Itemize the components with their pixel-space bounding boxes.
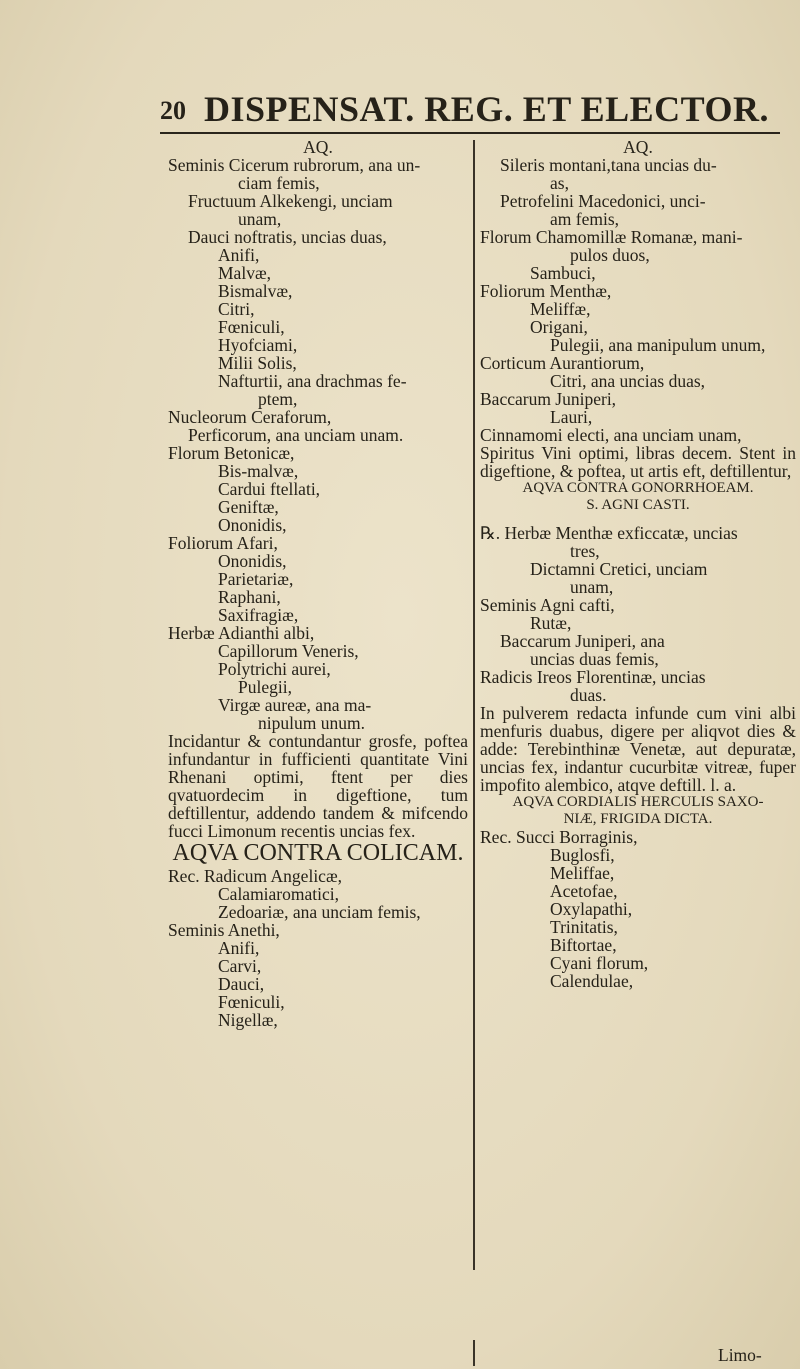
ingredient-line: Citri, [218,299,255,319]
ingredient-line: Hyofciami, [218,335,298,355]
ingredient-line: Bismalvæ, [218,281,293,301]
ingredient-line: Meliffæ, [530,299,591,319]
ingredient-line: Polytrichi aurei, [218,659,331,679]
ingredient-line: Anifi, [218,245,260,265]
page-header [160,88,780,132]
ingredient-line: Malvæ, [218,263,271,283]
ingredient-line: Acetofae, [550,881,618,901]
recipe-title-colic: AQVA CONTRA COLICAM. [172,840,464,866]
ingredient-line: uncias duas femis, [530,649,659,669]
ingredient-line: Perficorum, ana unciam unam. [188,425,404,445]
recipe-title-gonorrhoea-line1: AQVA CONTRA GONORRHOEAM. [522,480,754,496]
ingredient-line: Bis-malvæ, [218,461,299,481]
ingredient-line: Sambuci, [530,263,596,283]
colic-ingredient-list [168,867,468,1029]
ingredient-line: Rec. Radicum Angelicæ, [168,866,342,886]
ingredient-line: Nigellæ, [218,1010,278,1030]
ingredient-line: Trinitatis, [550,917,618,937]
ingredient-line: Buglosfi, [550,845,615,865]
ingredient-line: Sileris montani,tana uncias du- [500,155,717,175]
ingredient-line: Rutæ, [530,613,572,633]
ingredient-line: Pulegii, ana manipulum unum, [550,335,766,355]
ingredient-line: Calendulae, [550,971,634,991]
ingredient-line: Oxylapathi, [550,899,633,919]
left-column-heading: AQ. [303,137,333,157]
ingredient-line: Baccarum Juniperi, [480,389,617,409]
recipe-title-gonorrhoea-line2: S. AGNI CASTI. [586,497,690,513]
ingredient-line: Capillorum Veneris, [218,641,359,661]
left-instructions: Incidantur & contundantur grosfe, poftea infundantur in fufficienti quantitate Vini Rhenani optimi, ftent per dies qvatuordecim in digeftione, tum deftillentur, addendo tandem & mifcendo fucci Limonum recentis uncias fex. [168,731,468,841]
ingredient-line: Seminis Anethi, [168,920,280,940]
cordial-ingredient-list [480,828,796,990]
right-column [480,138,796,990]
ingredient-line: Raphani, [218,587,281,607]
ingredient-line: Foliorum Afari, [168,533,278,553]
ingredient-line: as, [550,173,569,193]
recipe-title-cordial [480,794,796,828]
gonorrhoea-ingredient-list [480,524,796,704]
ingredient-line: Corticum Aurantiorum, [480,353,645,373]
right-ingredient-list [480,156,796,426]
left-column [168,138,468,1029]
catchword: Limo- [718,1345,762,1365]
ingredient-line: Fœniculi, [218,992,285,1012]
running-head: DISPENSAT. REG. ET ELECTOR. [204,89,769,129]
ingredient-line: am femis, [550,209,620,229]
ingredient-line: Calamiaromatici, [218,884,339,904]
ingredient-line: Dictamni Cretici, unciam [530,559,708,579]
ingredient-line: ℞. Herbæ Menthæ exficcatæ, uncias [480,523,738,543]
ingredient-line: unam, [570,577,614,597]
ingredient-line: Dauci noftratis, uncias duas, [188,227,387,247]
ingredient-line: Seminis Agni cafti, [480,595,615,615]
ingredient-line: Geniftæ, [218,497,279,517]
ingredient-line: Rec. Succi Borraginis, [480,827,638,847]
page-number: 20 [160,96,186,125]
ingredient-line: duas. [570,685,607,705]
ingredient-line: Cardui ftellati, [218,479,321,499]
recipe-title-cordial-line2: NIÆ, FRIGIDA DICTA. [563,811,713,827]
column-divider-lower [473,1340,475,1366]
ingredient-line: ptem, [258,389,298,409]
gonorrhoea-instructions: In pulverem redacta infunde cum vini albi menfuris duabus, digere per aliqvot dies & adde: Terebinthinæ Venetæ, aut depuratæ, uncias fex, indantur cucurbitæ vitreæ, fuper impofito alembico, atqve deftill. l. a. [480,703,796,795]
ingredient-line: Dauci, [218,974,265,994]
ingredient-line: Meliffae, [550,863,615,883]
ingredient-line: Fœniculi, [218,317,285,337]
ingredient-line: Saxifragiæ, [218,605,299,625]
ingredient-line: Lauri, [550,407,593,427]
ingredient-line: Fructuum Alkekengi, unciam [188,191,393,211]
ingredient-line: Ononidis, [218,551,287,571]
header-rule [160,132,780,134]
ingredient-line: Radicis Ireos Florentinæ, uncias [480,667,706,687]
ingredient-line: Cyani florum, [550,953,649,973]
ingredient-line: Petrofelini Macedonici, unci- [500,191,706,211]
ingredient-line: Seminis Cicerum rubrorum, ana un- [168,155,421,175]
ingredient-line: Virgæ aureæ, ana ma- [218,695,372,715]
ingredient-line: Parietariæ, [218,569,294,589]
ingredient-line: unam, [238,209,282,229]
ingredient-line: nipulum unum. [258,713,365,733]
ingredient-line: Nucleorum Ceraforum, [168,407,332,427]
ingredient-line: Baccarum Juniperi, ana [500,631,665,651]
ingredient-line: Zedoariæ, ana unciam femis, [218,902,421,922]
right-column-heading: AQ. [623,137,653,157]
ingredient-line: Herbæ Adianthi albi, [168,623,315,643]
cinnamon-line: Cinnamomi electi, ana unciam unam, [480,425,742,445]
recipe-title-cordial-line1: AQVA CORDIALIS HERCULIS SAXO- [512,794,764,810]
ingredient-line: tres, [570,541,600,561]
ingredient-line: Florum Chamomillæ Romanæ, mani- [480,227,743,247]
ingredient-line: Nafturtii, ana drachmas fe- [218,371,407,391]
ingredient-line: pulos duos, [570,245,650,265]
ingredient-line: Ononidis, [218,515,287,535]
recipe-title-gonorrhoea [480,480,796,514]
ingredient-line: Origani, [530,317,588,337]
ingredient-line: Carvi, [218,956,262,976]
column-divider [473,140,475,1270]
ingredient-line: Biftortae, [550,935,617,955]
left-ingredient-list [168,156,468,732]
right-instructions: Spiritus Vini optimi, libras decem. Stent in digeftione, & poftea, ut artis eft, deftillentur, [480,443,796,481]
ingredient-line: Pulegii, [238,677,292,697]
ingredient-line: Foliorum Menthæ, [480,281,612,301]
ingredient-line: Citri, ana uncias duas, [550,371,706,391]
ingredient-line: Milii Solis, [218,353,297,373]
ingredient-line: Anifi, [218,938,260,958]
ingredient-line: ciam femis, [238,173,320,193]
ingredient-line: Florum Betonicæ, [168,443,295,463]
